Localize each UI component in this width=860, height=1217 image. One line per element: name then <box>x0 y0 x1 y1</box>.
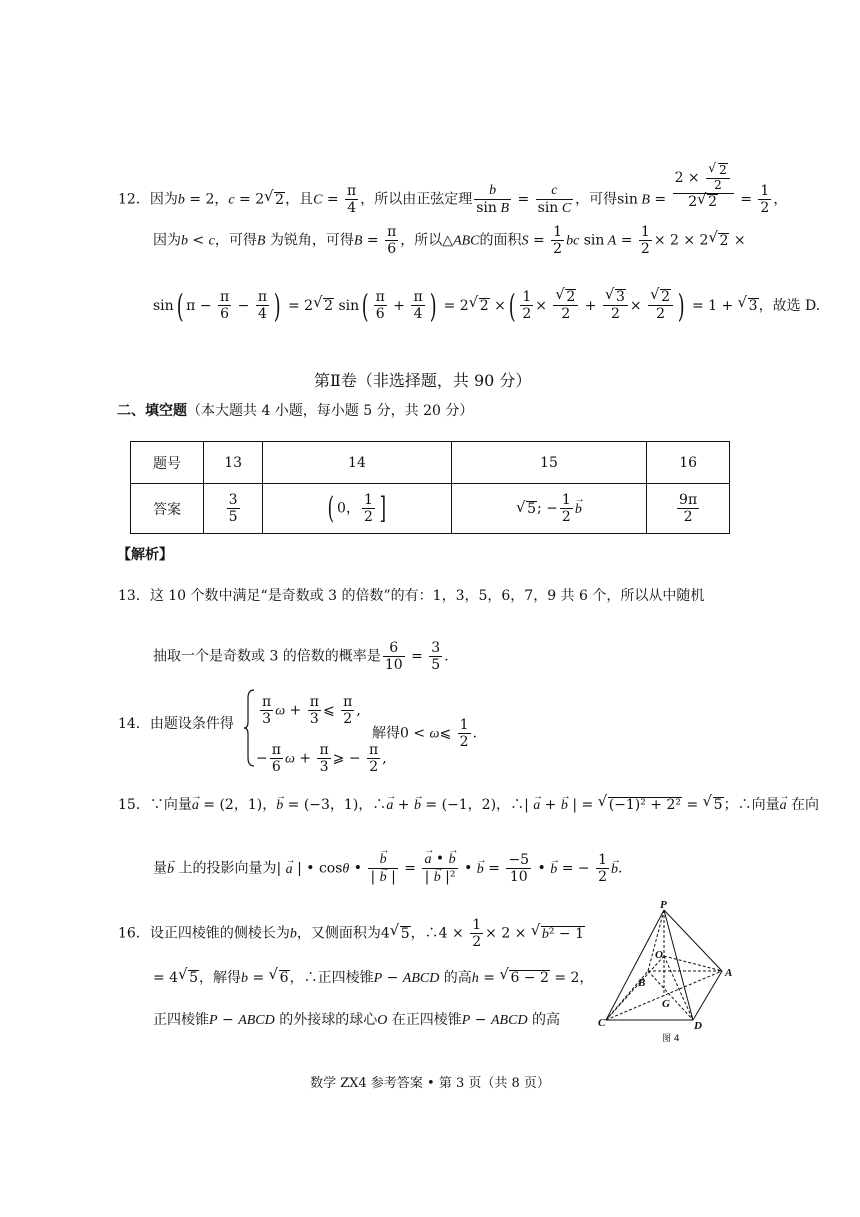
section-title: 第Ⅱ卷（非选择题，共 90 分） <box>314 371 532 390</box>
q14-label: 14．由题设条件得 <box>118 716 234 732</box>
col-15: 15 <box>451 442 647 484</box>
q13-line-2: 抽取一个是奇数或 3 的倍数的概率是 $\frac{6}{10}$ = $\frac{3}{5}$ . <box>153 640 449 674</box>
q12-line-1: 12．因为b = 2，c = 2√ 2，且C = $\frac{\pi}{4}$ ，所以由正弦定理 $\frac{b}{\text{sin B}}$ = $\frac{c}{\text{sin C}}$ ，可得sin B = 2 × √ $\frac{2}{2}$ 2√ 2 = $\frac{1}{2}$ ， <box>118 163 787 217</box>
row-label-answer: 答案 <box>131 484 204 534</box>
q16-line-3: 正四棱锥P − ABCD 的外接球的球心O 在正四棱锥P − ABCD 的高 <box>153 1012 561 1028</box>
q16-line-1: 16．设正四棱锥的侧棱长为b，又侧面积为4√ 5，∴4 × $\frac{1}{2}$ × 2 × √ b² − 1 <box>118 917 585 950</box>
q15-line-1: 15．∵向量a → = (2，1)，b → = (−3，1)，∴a → + b → = (−1，2)，∴| a → + b → | = √ (−1)² + 2² = √ 5；∴向量a → 在向 <box>118 797 819 813</box>
answer-13: $\frac{3}{5}$ <box>204 484 263 534</box>
q14-ineq-1: $\frac{\pi}{3}$ ω + $\frac{\pi}{3}$ ⩽ $\frac{\pi}{2}$ , <box>262 694 361 728</box>
vertex-label-d: D <box>694 1020 702 1032</box>
q14-solution: 解得0 < ω⩽ $\frac{1}{2}$ . <box>372 717 477 751</box>
col-13: 13 <box>204 442 263 484</box>
q14-ineq-2: − $\frac{\pi}{6}$ ω + $\frac{\pi}{3}$ ⩾ − $\frac{\pi}{2}$ , <box>256 742 387 776</box>
analysis-label: 【解析】 <box>117 547 173 563</box>
vertex-label-a: A <box>725 967 733 979</box>
answer-table <box>130 441 730 534</box>
q12-line-2: 因为b < c，可得B 为锐角，可得B = $\frac{\pi}{6}$ ，所以△ABC的面积S = $\frac{1}{2}$ bc sin A = $\frac{1}{2}$ × 2 × 2√ 2 × <box>153 224 746 257</box>
figure-caption: 图 4 <box>662 1034 680 1044</box>
table-row <box>131 484 730 534</box>
answer-14: ( 0， $\frac{1}{2}$ ] <box>263 484 451 534</box>
vertex-label-b: B <box>638 977 646 989</box>
q15-line-2: 量b → 上的投影向量为| a → | • cosθ • $\frac{b \to}{| b \to |}$ = $\frac{a \to • b \to}{\text{| b → |²}}$ • b → = $\frac{-5}{10}$ • b → = − $\frac{1}{2}$ b →. <box>153 851 622 886</box>
q12-line-3: sin( π − $\frac{\pi}{6}$ − $\frac{\pi}{4}$ ) = 2√ 2 sin( $\frac{\pi}{6}$ + $\frac{\pi}{4}$ ) = 2√ 2 ×( $\frac{1}{2}$ × √ $\frac{2}{2}$ + √ $\frac{3}{2}$ × √ $\frac{2}{2}$ ) = 1 + √ 3，故选 D. <box>153 289 820 322</box>
col-16: 16 <box>647 442 730 484</box>
row-label-number: 题号 <box>131 442 204 484</box>
fill-heading: 二、填空题（本大题共 4 小题，每小题 5 分，共 20 分） <box>117 403 474 419</box>
answer-15: √ 5; − $\frac{1}{2}$ b → <box>451 484 647 534</box>
page-footer: 数学 ZX4 参考答案 • 第 3 页（共 8 页） <box>310 1076 550 1091</box>
q13-line-1: 13．这 10 个数中满足“是奇数或 3 的倍数”的有：1，3，5，6，7，9 共 6 个，所以从中随机 <box>118 588 705 604</box>
table-row <box>131 442 730 484</box>
pyramid-figure <box>598 898 738 1048</box>
brace-icon <box>244 688 256 768</box>
vertex-label-c: C <box>598 1017 606 1029</box>
q16-line-2: = 4√ 5，解得b = √ 6，∴正四棱锥P − ABCD 的高h = √ 6 − 2 = 2， <box>153 970 593 986</box>
answer-16: $\frac{9\pi}{2}$ <box>647 484 730 534</box>
vertex-label-o: O <box>655 949 663 961</box>
col-14: 14 <box>263 442 451 484</box>
vertex-label-g: G <box>662 998 670 1010</box>
vertex-label-p: P <box>660 899 667 911</box>
